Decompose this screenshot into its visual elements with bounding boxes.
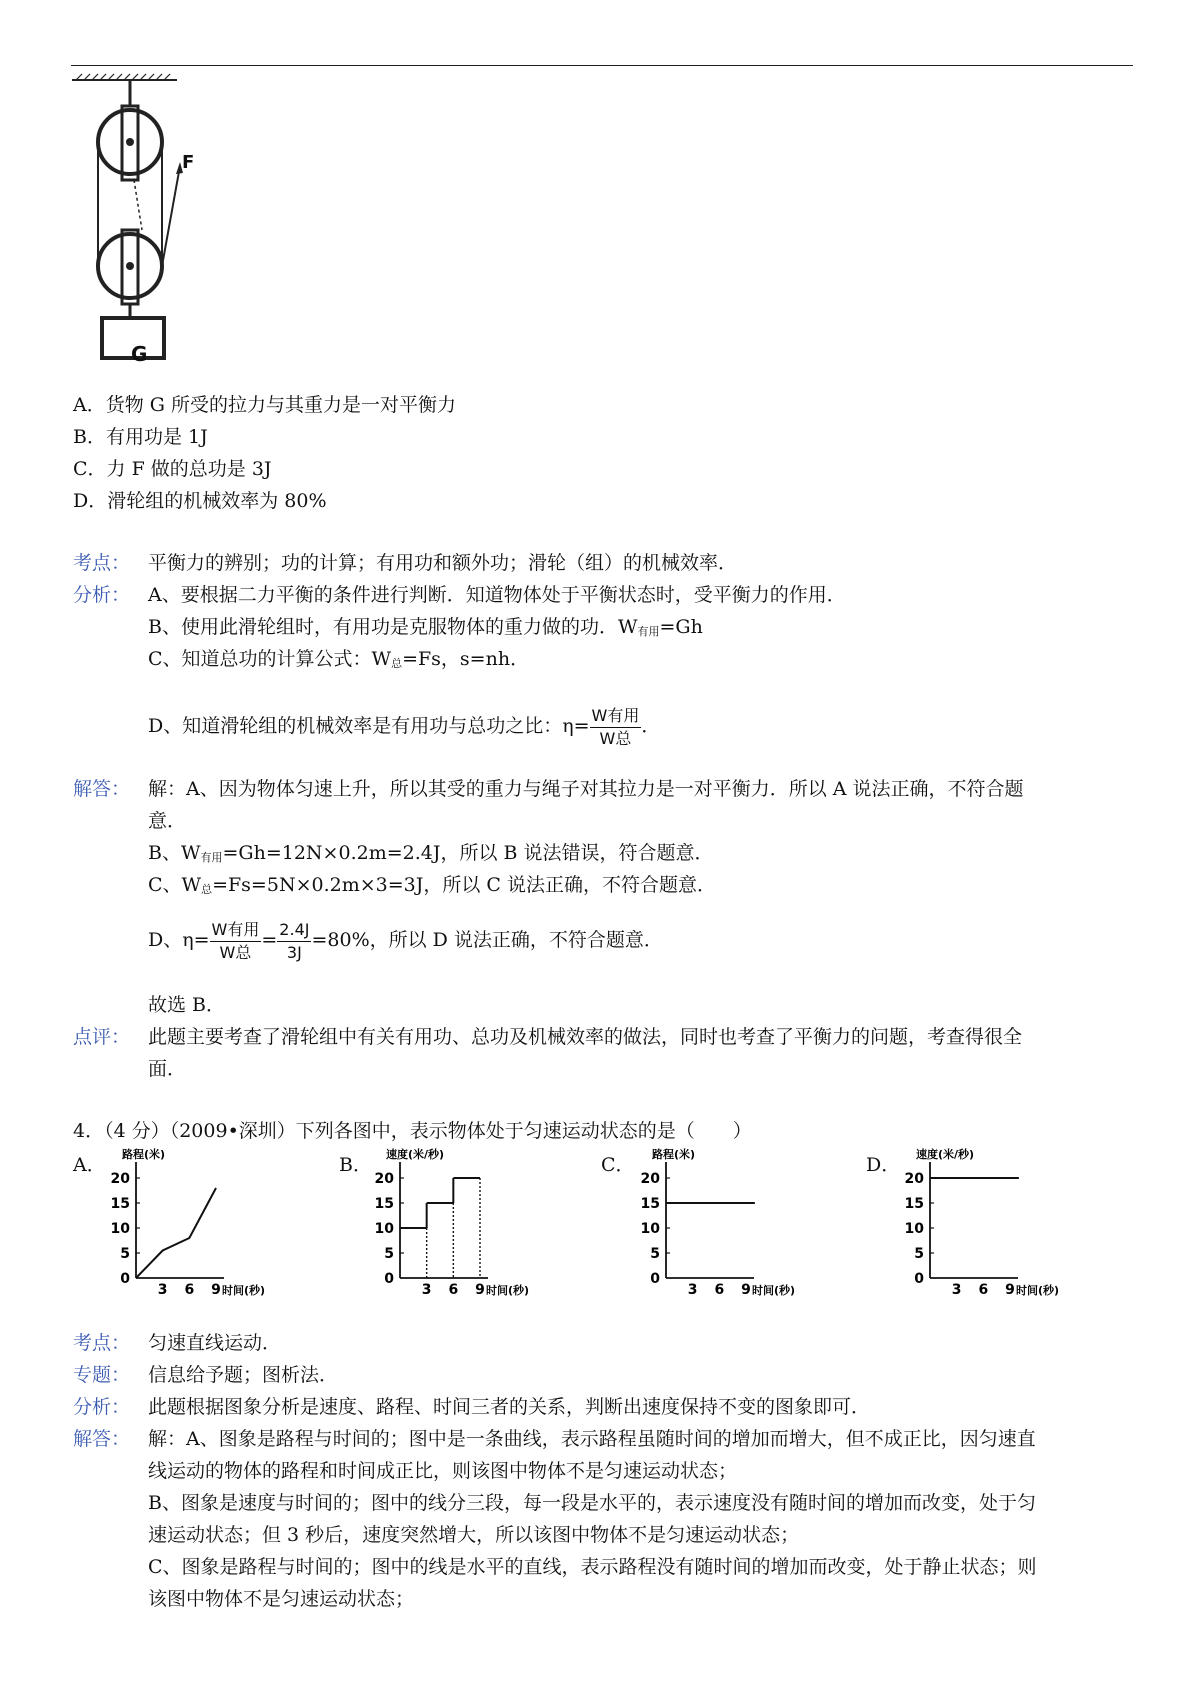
q4-jieda-label: 解答： <box>73 1428 131 1450</box>
y-tick-label: 20 <box>640 1171 660 1187</box>
y-tick-label: 20 <box>374 1171 394 1187</box>
x-tick-label: 6 <box>184 1282 195 1298</box>
y-tick-label: 20 <box>110 1171 130 1187</box>
chart-d <box>898 1148 1068 1298</box>
fraction-denominator: W总 <box>599 728 632 748</box>
x-tick-label: 3 <box>951 1282 962 1298</box>
q4-jieda-line-6: 该图中物体不是匀速运动状态； <box>148 1588 415 1610</box>
q3-jieda-d-eq: = <box>261 929 278 951</box>
y-tick-label: 20 <box>904 1171 924 1187</box>
x-tick-label: 3 <box>687 1282 698 1298</box>
q3-jieda-d-fraction-1 <box>210 921 262 962</box>
q3-fenxi-d-fraction <box>590 707 642 748</box>
q3-kaodian-label: 考点： <box>73 552 131 574</box>
q3-fenxi-b-tail: =Gh <box>659 616 703 638</box>
q3-fenxi-c-text: C、知道总功的计算公式：W <box>148 648 392 670</box>
chart-a-option: A． <box>73 1154 106 1176</box>
q4-jieda-line-3: B、图象是速度与时间的；图中的线分三段，每一段是水平的，表示速度没有随时间的增加而改变，处于匀 <box>148 1492 1036 1514</box>
x-axis-label: 时间(秒) <box>752 1284 796 1297</box>
q4-jieda-line-1: 解：A、图象是路程与时间的；图中是一条曲线，表示路程虽随时间的增加而增大，但不成正比，因匀速直 <box>148 1428 1036 1450</box>
q3-option-c: C．力 F 做的总功是 3J <box>73 458 272 480</box>
y-tick-label: 15 <box>374 1196 394 1212</box>
x-tick-label: 3 <box>157 1282 168 1298</box>
data-line <box>136 1188 216 1278</box>
fraction-numerator: W有用 <box>590 707 642 728</box>
y-tick-label: 0 <box>650 1271 660 1287</box>
x-tick-label: 3 <box>421 1282 432 1298</box>
q4-stem: 4．（4 分）（2009•深圳）下列各图中，表示物体处于匀速运动状态的是（ ） <box>73 1120 752 1142</box>
q3-jieda-c <box>148 872 716 903</box>
q3-option-b: B．有用功是 1J <box>73 426 208 448</box>
x-tick-label: 6 <box>448 1282 459 1298</box>
y-tick-label: 10 <box>640 1221 660 1237</box>
y-axis-label: 路程(米) <box>122 1148 166 1161</box>
y-tick-label: 0 <box>914 1271 924 1287</box>
y-tick-label: 10 <box>374 1221 394 1237</box>
y-axis-label: 速度(米/秒) <box>916 1148 975 1161</box>
x-axis-label: 时间(秒) <box>222 1284 266 1297</box>
fraction-numerator: W有用 <box>210 921 262 942</box>
q3-dianping-line-1: 此题主要考查了滑轮组中有关有用功、总功及机械效率的做法，同时也考查了平衡力的问题，考查得很全 <box>148 1026 1023 1048</box>
y-tick-label: 0 <box>120 1271 130 1287</box>
q3-jieda-d-fraction-2 <box>277 921 311 962</box>
chart-d-option: D． <box>866 1154 901 1176</box>
y-axis-label: 路程(米) <box>652 1148 696 1161</box>
q3-fenxi-b-sub: 有用 <box>637 625 660 638</box>
q3-fenxi-d-text: D、知道滑轮组的机械效率是有用功与总功之比：η= <box>148 715 590 737</box>
q4-jieda-line-2: 线运动的物体的路程和时间成正比，则该图中物体不是匀速运动状态； <box>148 1460 738 1482</box>
q3-jieda-d-text: D、η= <box>148 929 210 951</box>
q4-jieda-line-5: C、图象是路程与时间的；图中的线是水平的直线，表示路程没有随时间的增加而改变，处于静止状态；则 <box>148 1556 1037 1578</box>
q3-fenxi-d <box>148 696 660 756</box>
x-tick-label: 9 <box>475 1282 485 1298</box>
y-tick-label: 0 <box>384 1271 394 1287</box>
q3-jieda-line-1: 解：A、因为物体匀速上升，所以其受的重力与绳子对其拉力是一对平衡力．所以 A 说法正确，不符合题 <box>148 778 1024 800</box>
q4-zhuanti-text: 信息给予题；图析法． <box>148 1364 339 1386</box>
q3-fenxi-c-tail: =Fs，s=nh． <box>402 648 530 670</box>
q3-jieda-d-tail: =80%，所以 D 说法正确，不符合题意． <box>311 929 663 951</box>
x-tick-label: 9 <box>1005 1282 1015 1298</box>
x-tick-label: 6 <box>978 1282 989 1298</box>
x-tick-label: 9 <box>741 1282 751 1298</box>
q3-dianping-label: 点评： <box>73 1026 131 1048</box>
y-tick-label: 15 <box>110 1196 130 1212</box>
y-tick-label: 5 <box>914 1246 924 1262</box>
q4-fenxi-text: 此题根据图象分析是速度、路程、时间三者的关系，判断出速度保持不变的图象即可． <box>148 1396 871 1418</box>
q4-zhuanti-label: 专题： <box>73 1364 131 1386</box>
y-tick-label: 15 <box>640 1196 660 1212</box>
q3-fenxi-c-sub: 总 <box>391 657 403 670</box>
q3-jieda-b <box>148 840 714 871</box>
top-rule <box>71 65 1133 66</box>
q3-jieda-line-2: 意． <box>148 810 187 832</box>
q3-jieda-label: 解答： <box>73 778 131 800</box>
chart-b <box>368 1148 530 1298</box>
q3-kaodian-text: 平衡力的辨别；功的计算；有用功和额外功；滑轮（组）的机械效率． <box>148 552 738 574</box>
x-axis-label: 时间(秒) <box>486 1284 530 1297</box>
q3-jieda-b-sub: 有用 <box>200 851 223 864</box>
box-label-g: G <box>131 342 148 366</box>
q3-dianping-line-2: 面． <box>148 1058 187 1080</box>
q3-option-d: D．滑轮组的机械效率为 80% <box>73 490 327 512</box>
q3-jieda-b-tail: =Gh=12N×0.2m=2.4J，所以 B 说法错误，符合题意． <box>222 842 714 864</box>
q4-fenxi-label: 分析： <box>73 1396 131 1418</box>
y-tick-label: 15 <box>904 1196 924 1212</box>
y-axis-label: 速度(米/秒) <box>386 1148 445 1161</box>
y-tick-label: 5 <box>384 1246 394 1262</box>
chart-c-option: C． <box>601 1154 635 1176</box>
fraction-numerator: 2.4J <box>277 921 311 942</box>
q3-jieda-c-text: C、W <box>148 874 202 896</box>
y-tick-label: 5 <box>120 1246 130 1262</box>
q4-kaodian-text: 匀速直线运动． <box>148 1332 282 1354</box>
y-tick-label: 10 <box>110 1221 130 1237</box>
y-tick-label: 10 <box>904 1221 924 1237</box>
q3-fenxi-label: 分析： <box>73 584 131 606</box>
x-tick-label: 6 <box>714 1282 725 1298</box>
chart-a <box>104 1148 266 1298</box>
y-tick-label: 5 <box>650 1246 660 1262</box>
force-label: F <box>182 152 195 173</box>
pulley-figure <box>72 76 182 376</box>
q3-fenxi-d-tail: ． <box>641 715 661 737</box>
x-axis-label: 时间(秒) <box>1016 1284 1060 1297</box>
q3-jieda-c-sub: 总 <box>201 883 213 896</box>
q3-fenxi-b <box>148 614 703 645</box>
chart-c <box>634 1148 804 1298</box>
fraction-denominator: 3J <box>286 942 302 962</box>
q3-option-a: A．货物 G 所受的拉力与其重力是一对平衡力 <box>73 394 456 416</box>
q3-jieda-b-text: B、W <box>148 842 201 864</box>
fraction-denominator: W总 <box>219 942 252 962</box>
q3-fenxi-b-text: B、使用此滑轮组时，有用功是克服物体的重力做的功．W <box>148 616 638 638</box>
q4-jieda-line-4: 速运动状态；但 3 秒后，速度突然增大，所以该图中物体不是匀速运动状态； <box>148 1524 800 1546</box>
x-tick-label: 9 <box>211 1282 221 1298</box>
q4-kaodian-label: 考点： <box>73 1332 131 1354</box>
chart-b-option: B． <box>339 1154 372 1176</box>
q3-fenxi-a: A、要根据二力平衡的条件进行判断．知道物体处于平衡状态时，受平衡力的作用． <box>148 584 846 606</box>
q3-jieda-d <box>148 910 663 970</box>
q3-jieda-conclusion: 故选 B． <box>148 994 226 1016</box>
q3-jieda-c-tail: =Fs=5N×0.2m×3=3J，所以 C 说法正确，不符合题意． <box>212 874 716 896</box>
q3-fenxi-c <box>148 646 529 677</box>
